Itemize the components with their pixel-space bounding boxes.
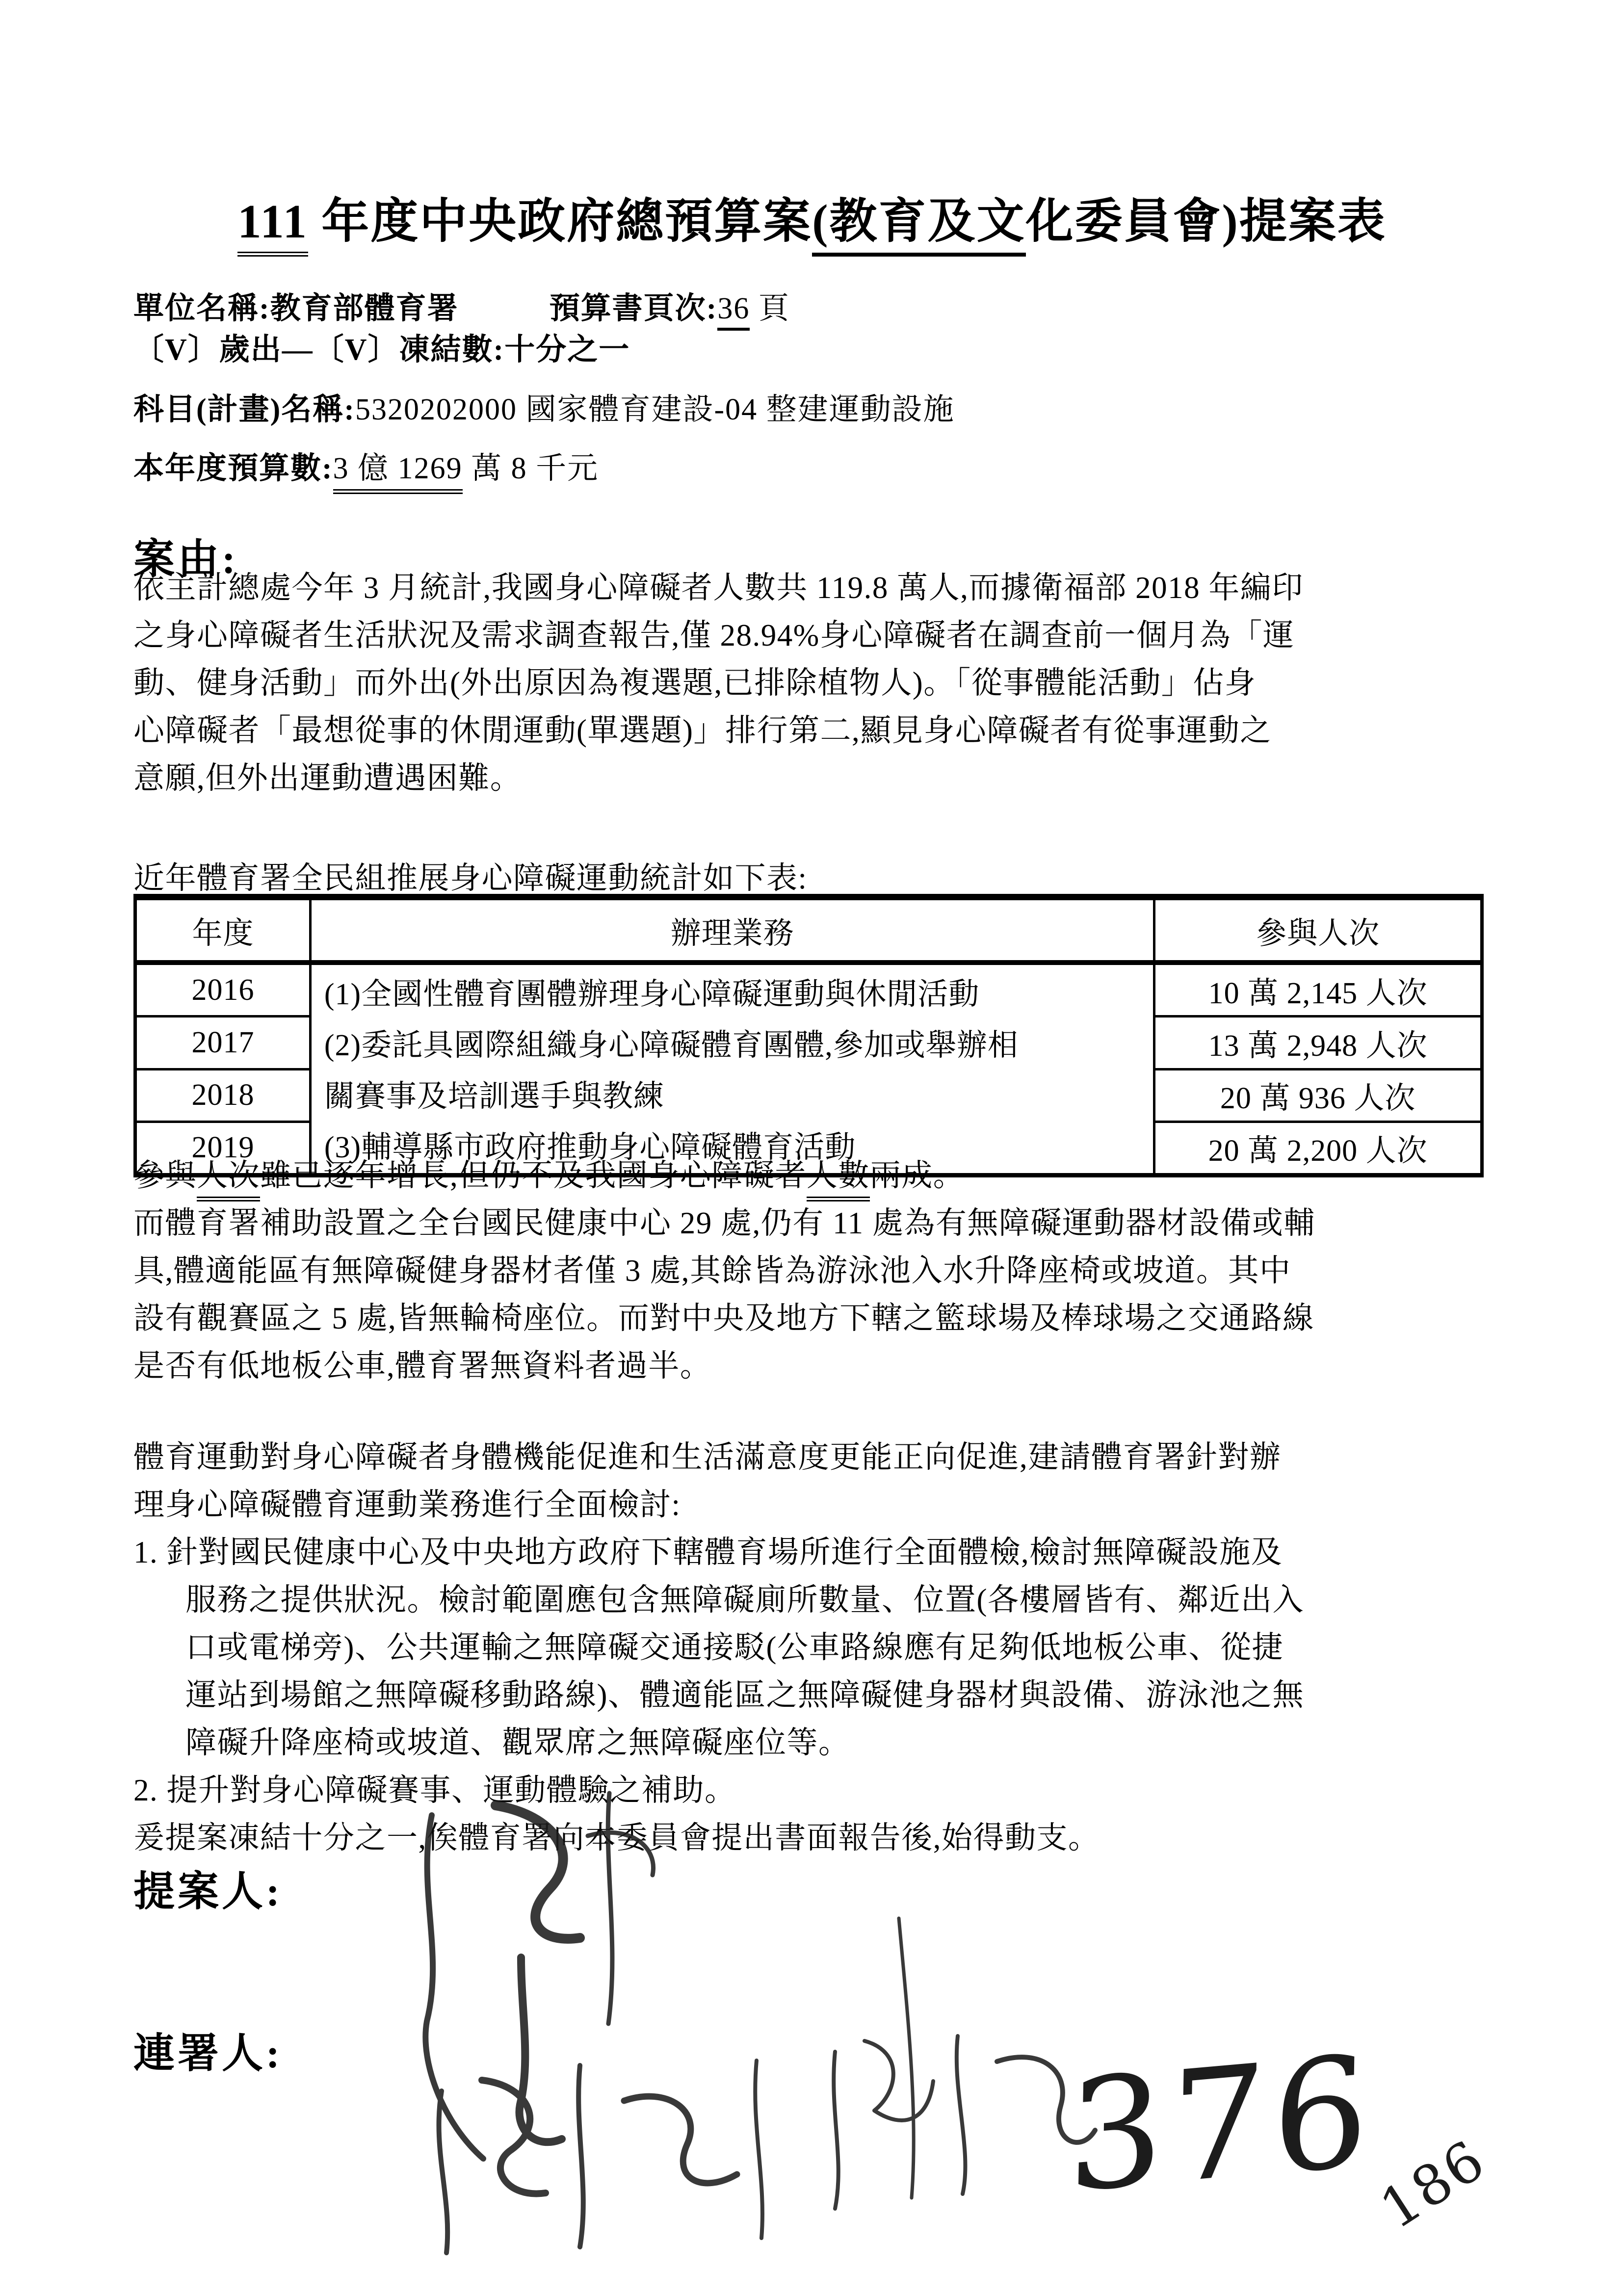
case-paragraph-line: 意願,但外出運動遭遇困難。: [133, 761, 522, 795]
budget-book-page-label: 預算書頁次:: [549, 292, 718, 325]
table-row: [135, 963, 1482, 1017]
title-year-underlined: 111: [237, 195, 308, 257]
analysis-line: 具,體適能區有無障礙健身器材者僅 3 處,其餘皆為游泳池入水升降座椅或坡道。其中: [133, 1253, 1291, 1288]
request-line: 理身心障礙體育運動業務進行全面檢討:: [133, 1487, 681, 1522]
table-header-year: 年度: [135, 897, 311, 963]
request-item1-line: 1. 針對國民健康中心及中央地方政府下轄體育場所進行全面體檢,檢討無障礙設施及: [133, 1535, 1283, 1569]
title-suffix: 化委員會)提案表: [1025, 195, 1387, 248]
subject-value: 5320202000 國家體育建設-04 整建運動設施: [355, 393, 955, 426]
request-item2-line: 2. 提升對身心障礙賽事、運動體驗之補助。: [133, 1773, 736, 1807]
table-cell-count: 13 萬 2,948 人次: [1154, 1017, 1482, 1069]
stats-table: [133, 894, 1484, 1177]
request-item1-line: 服務之提供狀況。檢討範圍應包含無障礙廁所數量、位置(各樓層皆有、鄰近出入: [185, 1583, 1304, 1617]
cosigner-signature-2: [834, 1918, 1095, 2209]
freeze-checkbox-line: 〔V〕歲出—〔V〕凍結數:十分之一: [133, 333, 630, 366]
title-committee-underlined: (教育及文: [812, 195, 1025, 257]
case-paragraph-line: 之身心障礙者生活狀況及需求調查報告,僅 28.94%身心障礙者在調查前一個月為「運: [133, 618, 1295, 652]
analysis-underlined-term: 人數: [807, 1158, 870, 1201]
request-line: 體育運動對身心障礙者身體機能促進和生活滿意度更能正向促進,建請體育署針對辦: [133, 1440, 1282, 1474]
table-cell-count: 10 萬 2,145 人次: [1154, 963, 1482, 1017]
cosigner-signature-1: [439, 2061, 762, 2253]
budget-amount-rest: 萬 8 千元: [462, 452, 599, 485]
business-line: (2)委託具國際組織身心障礙體育團體,參加或舉辦相: [324, 1029, 1019, 1062]
participation-stats-table: [133, 894, 1484, 1177]
table-cell-count: 20 萬 936 人次: [1154, 1069, 1482, 1122]
business-line: (1)全國性體育團體辦理身心障礙運動與休閒活動: [324, 978, 980, 1011]
proposer-label: 提案人:: [133, 1869, 283, 1915]
table-intro-line: 近年體育署全民組推展身心障礙運動統計如下表:: [133, 861, 808, 895]
page-title: [0, 183, 1624, 251]
request-paragraph: [133, 1434, 1304, 1862]
table-cell-year: 2016: [135, 963, 311, 1017]
analysis-seg: 兩成。: [869, 1158, 965, 1193]
unit-name-value: 教育部體育署: [270, 292, 459, 325]
table-header-row: [135, 897, 1482, 963]
case-paragraph: [133, 564, 1304, 802]
subject-label: 科目(計畫)名稱:: [133, 393, 355, 426]
table-cell-count: 20 萬 2,200 人次: [1154, 1122, 1482, 1175]
request-closing-line: 爰提案凍結十分之一,俟體育署向本委員會提出書面報告後,始得動支。: [133, 1821, 1100, 1855]
cosigner-label: 連署人:: [133, 2031, 283, 2077]
handwritten-number-376: 376: [1066, 2022, 1376, 2227]
table-cell-year: 2018: [135, 1069, 311, 1122]
table-header-business: 辦理業務: [310, 897, 1154, 963]
budget-amount-underlined: 3 億 1269: [333, 452, 463, 494]
table-cell-business: [310, 963, 1154, 1175]
case-paragraph-line: 依主計總處今年 3 月統計,我國身心障礙者人數共 119.8 萬人,而據衛福部 2018 年編印: [133, 571, 1304, 605]
business-line: 關賽事及培訓選手與教練: [324, 1080, 664, 1113]
budget-amount-line: [133, 444, 599, 487]
table-cell-year: 2017: [135, 1017, 311, 1069]
table-header-count: 參與人次: [1154, 897, 1482, 963]
unit-name-label: 單位名稱:: [133, 292, 270, 325]
budget-amount-label: 本年度預算數:: [133, 452, 333, 485]
analysis-line: 設有觀賽區之 5 處,皆無輪椅座位。而對中央及地方下轄之籃球場及棒球場之交通路線: [133, 1301, 1314, 1335]
page-number-186: 186: [1369, 2128, 1497, 2242]
request-item1-line: 障礙升降座椅或坡道、觀眾席之無障礙座位等。: [185, 1725, 850, 1760]
analysis-line: 而體育署補助設置之全台國民健康中心 29 處,仍有 11 處為有無障礙運動器材設備或輔: [133, 1206, 1315, 1240]
analysis-seg: 雖已逐年增長,但仍不及我國身心障礙者: [260, 1158, 807, 1193]
case-paragraph-line: 心障礙者「最想從事的休閒運動(單選題)」排行第二,顯見身心障礙者有從事運動之: [133, 713, 1272, 748]
subject-line: [133, 385, 955, 428]
analysis-line-underlined: [133, 1152, 1315, 1200]
request-item1-line: 口或電梯旁)、公共運輸之無障礙交通接駁(公車路線應有足夠低地板公車、從捷: [185, 1630, 1283, 1665]
budget-book-page-unit: 頁: [750, 292, 790, 325]
business-line: (3)輔導縣市政府推動身心障礙體育活動: [324, 1131, 856, 1164]
analysis-line: 是否有低地板公車,體育署無資料者過半。: [133, 1349, 712, 1383]
table-cell-year: 2019: [135, 1122, 311, 1175]
request-item1-line: 運站到場館之無障礙移動路線)、體適能區之無障礙健身器材與設備、游泳池之無: [185, 1678, 1304, 1712]
analysis-underlined-term: 人次: [197, 1158, 260, 1201]
title-main: 年度中央政府總預算案: [308, 195, 812, 248]
analysis-paragraph: [133, 1152, 1315, 1390]
analysis-seg: 參與: [133, 1158, 197, 1193]
case-heading: 案由:: [133, 537, 238, 582]
case-paragraph-line: 動、健身活動」而外出(外出原因為複選題,已排除植物人)。「從事體能活動」佔身: [133, 666, 1257, 700]
unit-name-line: [133, 284, 790, 327]
budget-book-page-value: 36: [717, 292, 750, 331]
